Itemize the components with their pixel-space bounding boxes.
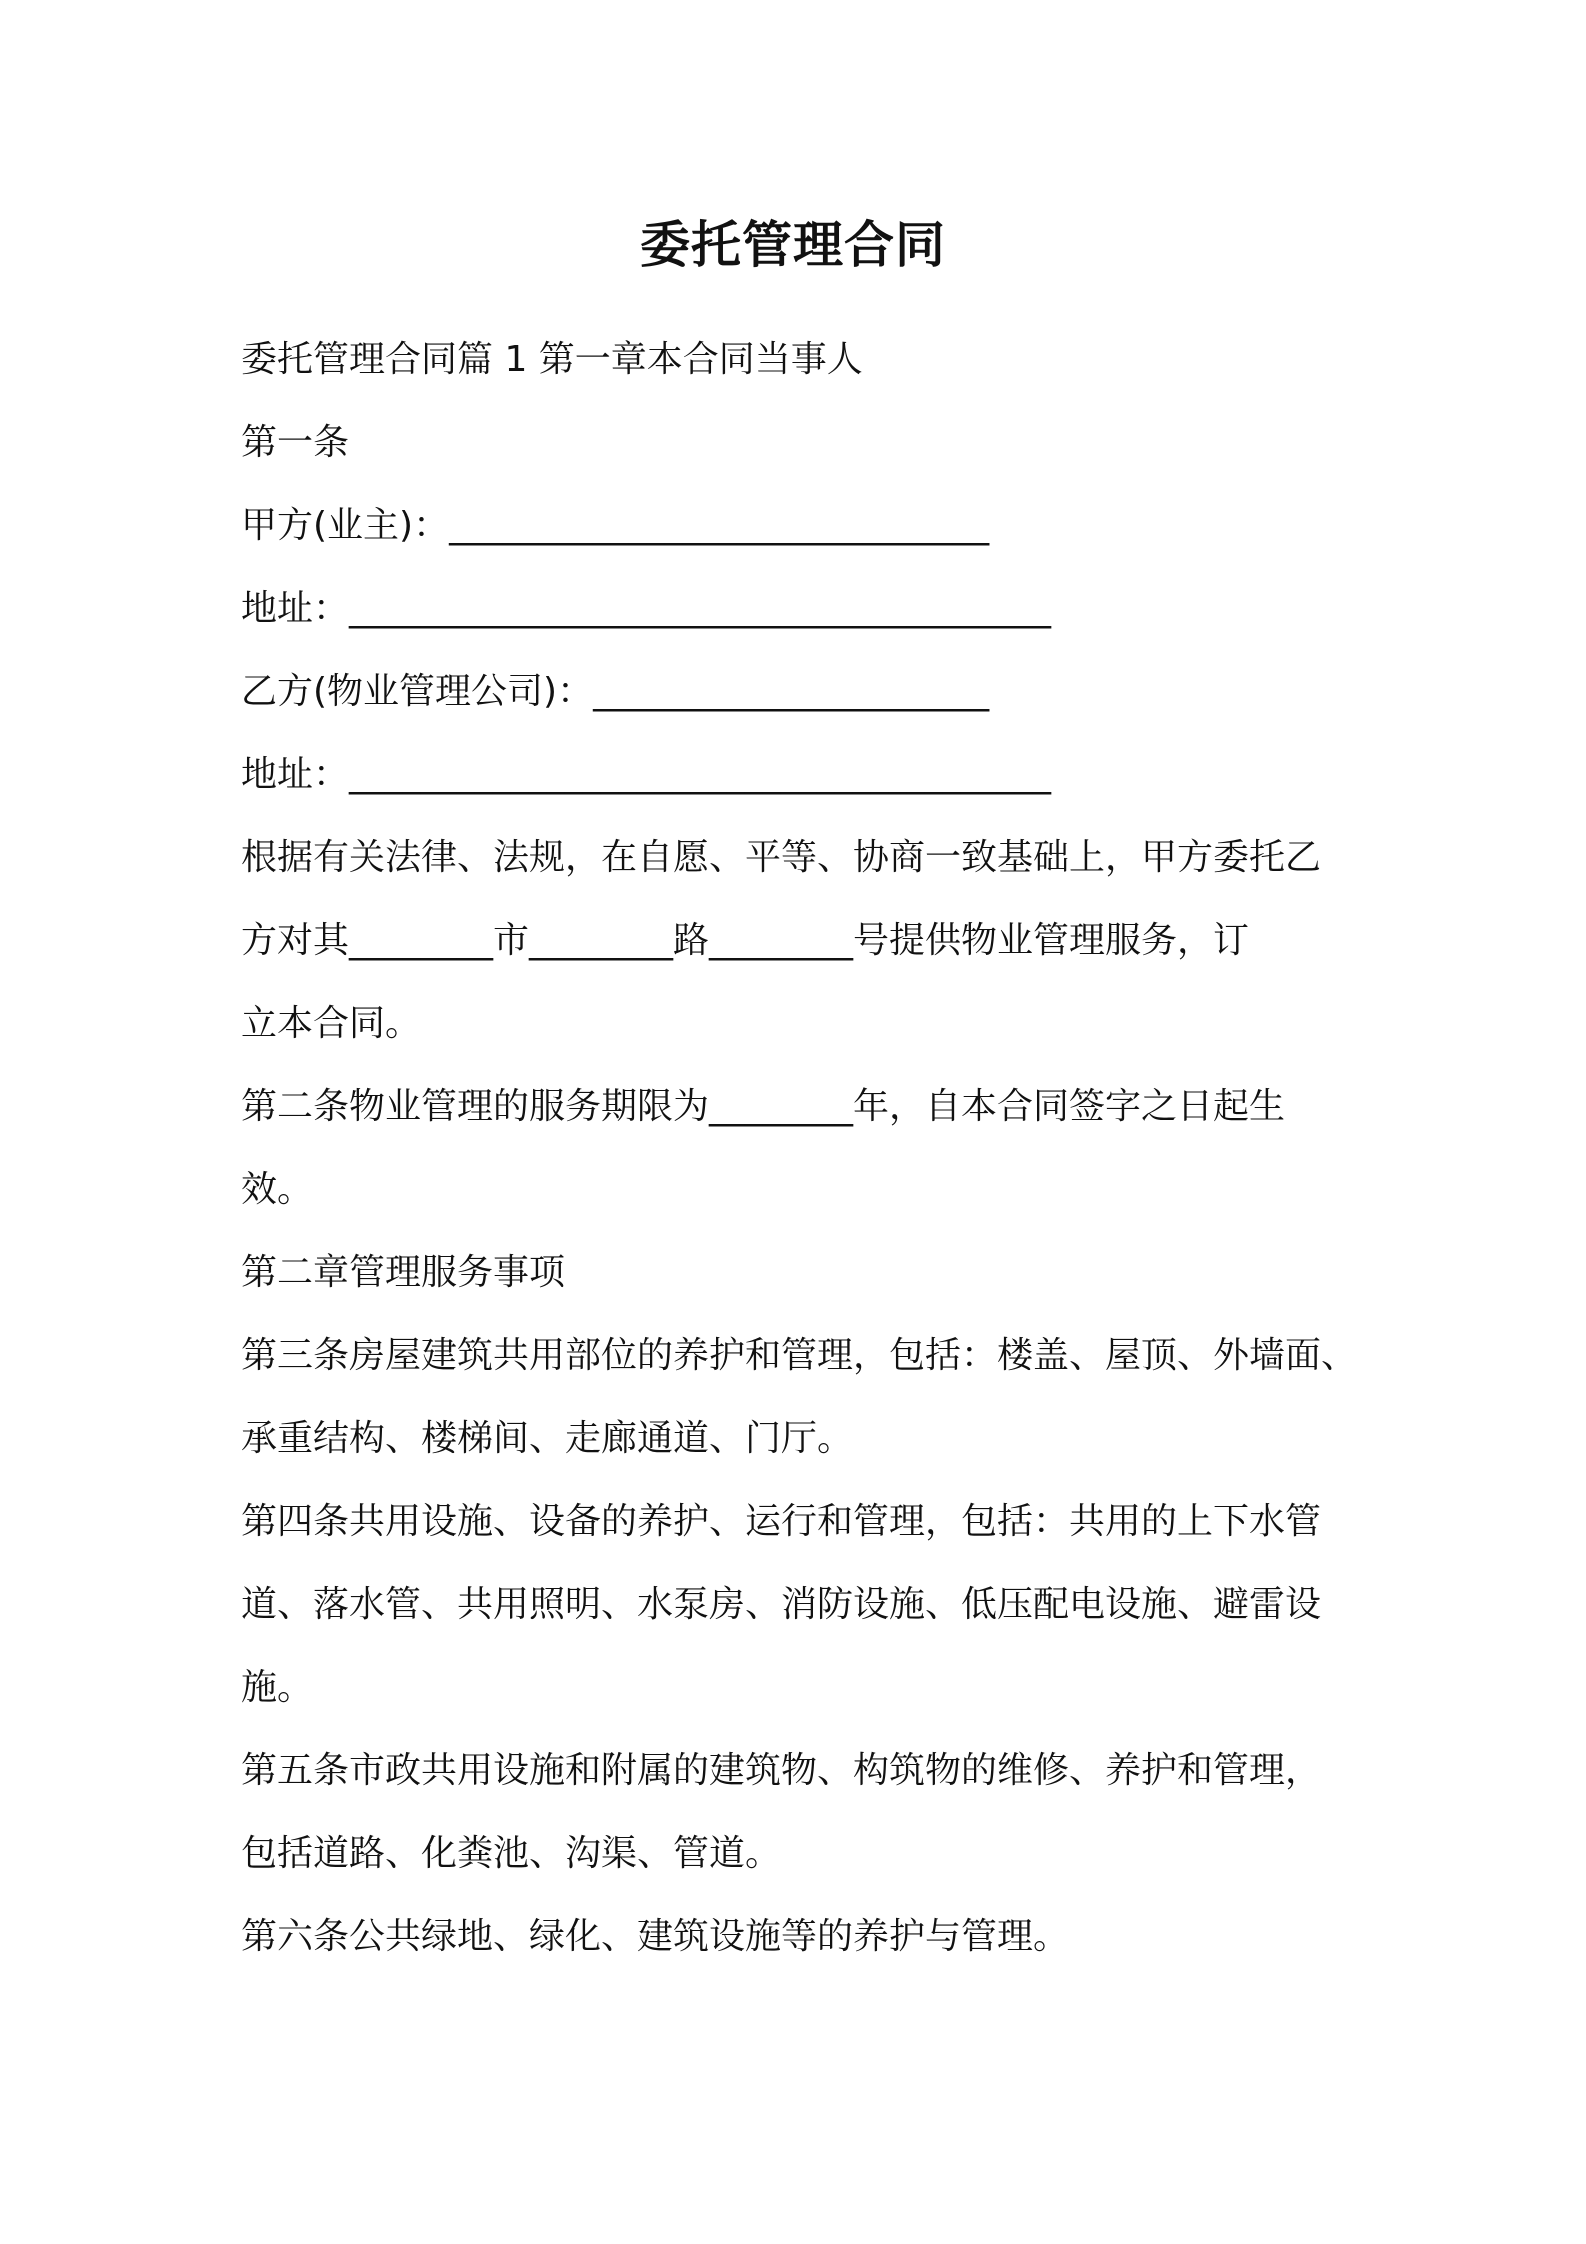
party-b-field: 乙方(物业管理公司)：______________________	[241, 671, 990, 712]
article-1-label: 第一条	[241, 422, 350, 463]
party-a-address-field: 地址：_______________________________________	[241, 588, 1052, 629]
chapter-1-heading: 委托管理合同篇 1 第一章本合同当事人	[241, 339, 863, 380]
article-5-line-2: 包括道路、化粪池、沟渠、管道。	[241, 1833, 782, 1874]
article-4-line-3: 施。	[241, 1667, 314, 1708]
basis-paragraph-line-3: 立本合同。	[241, 1003, 422, 1044]
article-2-line-1: 第二条物业管理的服务期限为________年，自本合同签字之日起生	[241, 1086, 1286, 1127]
article-4-line-2: 道、落水管、共用照明、水泵房、消防设施、低压配电设施、避雷设	[241, 1584, 1322, 1625]
article-2-line-2: 效。	[241, 1169, 314, 1210]
document-body	[241, 318, 1361, 1978]
party-a-field: 甲方(业主)：______________________________	[241, 505, 990, 546]
article-6: 第六条公共绿地、绿化、建筑设施等的养护与管理。	[241, 1916, 1070, 1957]
basis-paragraph-line-1: 根据有关法律、法规，在自愿、平等、协商一致基础上，甲方委托乙	[241, 837, 1322, 878]
article-4-line-1: 第四条共用设施、设备的养护、运行和管理，包括：共用的上下水管	[241, 1501, 1322, 1542]
article-5-line-1: 第五条市政共用设施和附属的建筑物、构筑物的维修、养护和管理，	[241, 1750, 1322, 1791]
article-3-line-2: 承重结构、楼梯间、走廊通道、门厅。	[241, 1418, 854, 1459]
document-title: 委托管理合同	[640, 216, 946, 274]
article-3-line-1: 第三条房屋建筑共用部位的养护和管理，包括：楼盖、屋顶、外墙面、	[241, 1335, 1358, 1376]
party-b-address-field: 地址：_______________________________________	[241, 754, 1052, 795]
basis-paragraph-line-2: 方对其________市________路________号提供物业管理服务，订	[241, 920, 1250, 961]
chapter-2-heading: 第二章管理服务事项	[241, 1252, 566, 1293]
